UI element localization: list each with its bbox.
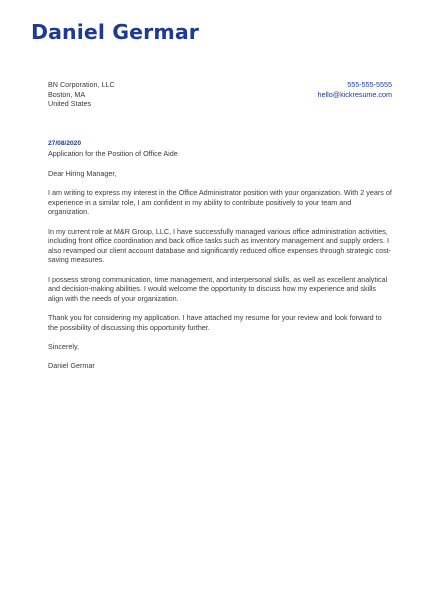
phone-number[interactable]: 555-555-5555 [347, 80, 392, 89]
recipient-company: BN Corporation, LLC [48, 80, 115, 89]
letter-subject: Application for the Position of Office Aide [48, 149, 178, 158]
paragraph: I am writing to express my interest in the Office Administrator position with your organization. With 2 years of experience in a similar role, I am confident in my ability to contribute positively to your team and organization. [48, 188, 392, 217]
closing: Sincerely, [48, 341, 80, 351]
contact-info [318, 80, 392, 99]
recipient-city: Boston, MA [48, 89, 86, 99]
recipient-country: United States [48, 99, 92, 109]
letter-body [48, 169, 393, 380]
greeting: Dear Hiring Manager, [48, 169, 117, 178]
applicant-name: Daniel Germar [31, 20, 199, 44]
email-link[interactable]: hello@kickresume.com [317, 89, 392, 99]
paragraph: In my current role at M&R Group, LLC, I have successfully managed various office administration activities, including front office coordination and back office tasks such as inventory management and supply orders. I also revamped our client account database and significantly reduced office expenses through strategic cost-saving measures. [48, 226, 392, 265]
signature: Daniel Germar [48, 360, 95, 370]
paragraph: I possess strong communication, time management, and interpersonal skills, as well as excellent analytical and decision-making abilities. I would welcome the opportunity to discuss how my experience and skills align with the needs of your organization. [48, 274, 388, 303]
paragraph: Thank you for considering my application. I have attached my resume for your review and look forward to the possibility of discussing this opportunity further. [48, 312, 382, 332]
recipient-address [48, 80, 115, 109]
letter-date: 27/08/2020 [48, 140, 82, 147]
